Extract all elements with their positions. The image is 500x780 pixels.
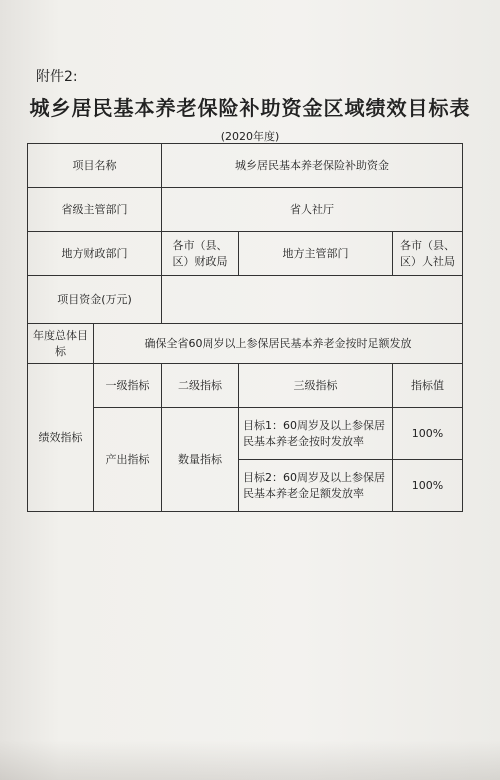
funds-label: 项目资金(万元) xyxy=(28,276,162,324)
local-dept-label: 地方主管部门 xyxy=(239,232,393,276)
table-row xyxy=(28,324,463,364)
quantity-label: 数量指标 xyxy=(162,408,239,512)
output-label: 产出指标 xyxy=(94,408,162,512)
table-row xyxy=(28,364,463,408)
table-row xyxy=(28,232,463,276)
performance-target-table xyxy=(27,143,463,512)
attachment-label: 附件2: xyxy=(36,69,78,85)
dept-label: 省级主管部门 xyxy=(28,188,162,232)
table-row xyxy=(28,276,463,324)
annual-goal-label: 年度总体目标 xyxy=(28,324,94,364)
annual-goal-value: 确保全省60周岁以上参保居民基本养老金按时足额发放 xyxy=(94,324,463,364)
level1-header: 一级指标 xyxy=(94,364,162,408)
table-row xyxy=(28,144,463,188)
local-dept-value: 各市（县、区）人社局 xyxy=(393,232,463,276)
document-title: 城乡居民基本养老保险补助资金区域绩效目标表 xyxy=(29,96,471,120)
project-name-value: 城乡居民基本养老保险补助资金 xyxy=(162,144,463,188)
perf-label: 绩效指标 xyxy=(28,364,94,512)
value-header: 指标值 xyxy=(393,364,463,408)
page-shadow xyxy=(0,740,500,780)
target1: 目标1：60周岁及以上参保居民基本养老金按时发放率 xyxy=(239,408,393,460)
table-row xyxy=(28,408,463,460)
document-year: (2020年度) xyxy=(220,130,280,143)
target1-value: 100% xyxy=(393,408,463,460)
level2-header: 二级指标 xyxy=(162,364,239,408)
local-finance-label: 地方财政部门 xyxy=(28,232,162,276)
project-name-label: 项目名称 xyxy=(28,144,162,188)
funds-value xyxy=(162,276,463,324)
level3-header: 三级指标 xyxy=(239,364,393,408)
local-finance-value: 各市（县、区）财政局 xyxy=(162,232,239,276)
dept-value: 省人社厅 xyxy=(162,188,463,232)
target2-value: 100% xyxy=(393,460,463,512)
table-row xyxy=(28,188,463,232)
target2: 目标2：60周岁及以上参保居民基本养老金足额发放率 xyxy=(239,460,393,512)
